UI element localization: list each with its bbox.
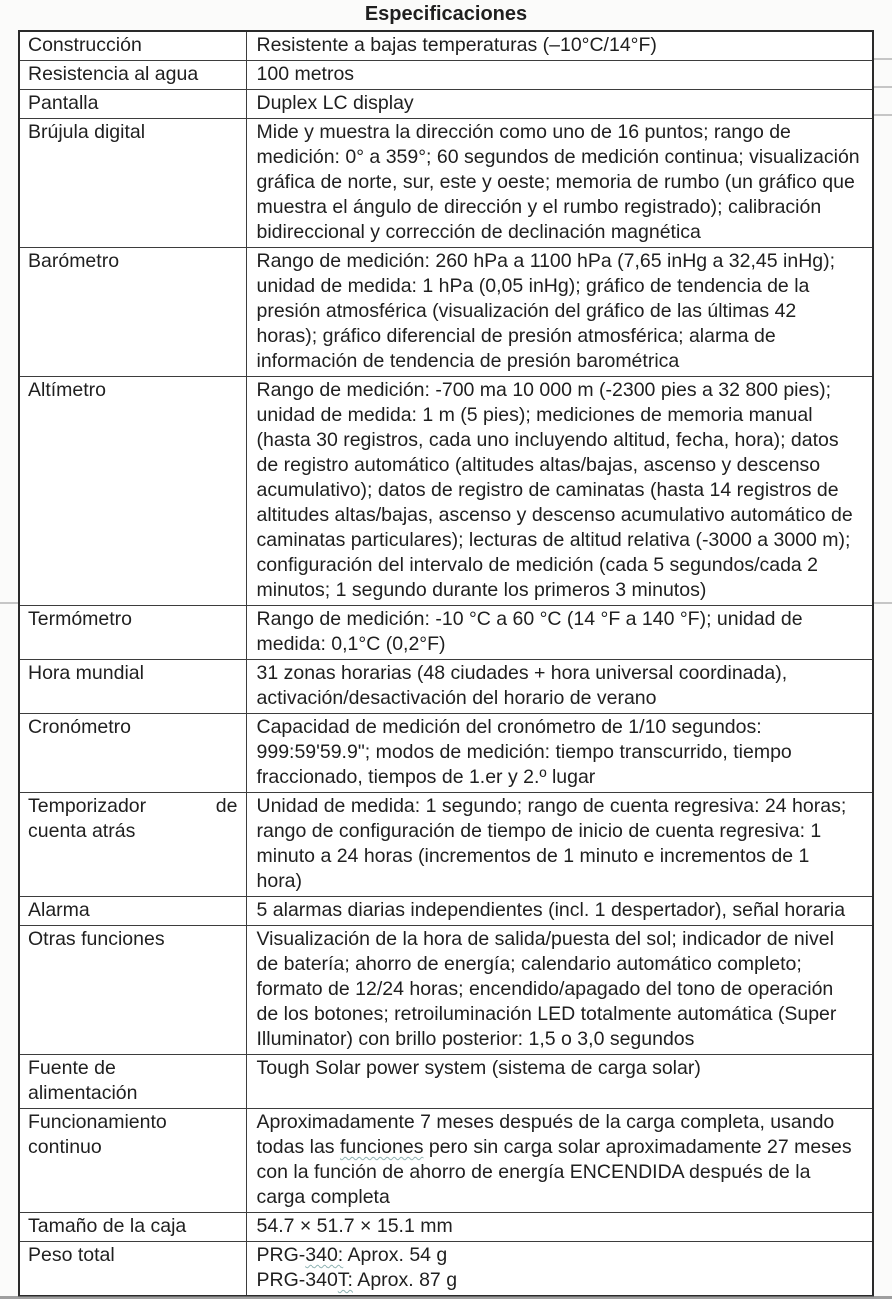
scan-artifact-line bbox=[874, 58, 892, 60]
value-line bbox=[257, 62, 861, 87]
spec-label-cell bbox=[19, 1055, 246, 1109]
spec-row bbox=[19, 1055, 873, 1109]
spec-value-cell bbox=[246, 1055, 873, 1109]
value-text: Mide y muestra la dirección como uno de 16 puntos; rango de medición: 0° a 359°; 60 segundos de medición continua; visualización gráfica de norte, sur, este y oeste; memoria de rumbo (un gráfico que muestra el ángulo de dirección y el rumbo registrado); calibración bidireccional y corrección de declinación magnética bbox=[256, 121, 860, 243]
value-text: Visualización de la hora de salida/puesta del sol; indicador de nivel de batería; ahorro de energía; calendario automático completo; formato de 12/24 horas; encendido/apagado del tono de operación de los botones; retroiluminación LED totalmente automática (Super Illuminator) con brillo posterior: 1,5 o 3,0 segundos bbox=[256, 928, 837, 1050]
spec-label-cell: Resistencia al agua bbox=[19, 61, 246, 90]
spec-label-line: Fuente de bbox=[28, 1057, 116, 1079]
value-line bbox=[257, 1110, 861, 1210]
page-title: Especificaciones bbox=[364, 3, 528, 25]
value-text: 5 alarmas diarias independientes (incl. 1 despertador), señal horaria bbox=[256, 899, 846, 921]
spec-label-cell: Pantalla bbox=[19, 90, 246, 119]
scan-artifact-line bbox=[874, 86, 892, 88]
spec-label-cell: Cronómetro bbox=[19, 714, 246, 793]
spec-row bbox=[19, 1213, 873, 1242]
value-text: Unidad de medida: 1 segundo; rango de cuenta regresiva: 24 horas; rango de configuración de tiempo de inicio de cuenta regresiva: 1 minuto a 24 horas (incrementos de 1 minuto e incrementos de 1 hora) bbox=[256, 795, 847, 892]
underlined-text: T: bbox=[337, 1269, 353, 1291]
spec-label-cell bbox=[19, 1109, 246, 1213]
value-line bbox=[257, 33, 861, 58]
spec-value-cell bbox=[246, 714, 873, 793]
spec-value-cell bbox=[246, 1109, 873, 1213]
value-line bbox=[257, 1268, 861, 1293]
spec-value-cell bbox=[246, 61, 873, 90]
spec-label-cell: Termómetro bbox=[19, 606, 246, 660]
scanned-spec-page bbox=[0, 3, 892, 1291]
spec-label-line: alimentación bbox=[28, 1082, 138, 1104]
spec-label-line: Funcionamiento bbox=[28, 1111, 167, 1133]
spec-row bbox=[19, 119, 873, 248]
value-line bbox=[257, 378, 861, 603]
value-line bbox=[257, 249, 861, 374]
spec-row bbox=[19, 1109, 873, 1213]
spec-row bbox=[19, 377, 873, 606]
spec-table-container bbox=[18, 30, 874, 1297]
value-text: Rango de medición: -10 °C a 60 °C (14 °F a 140 °F); unidad de medida: 0,1°C (0,2°F) bbox=[256, 608, 803, 655]
spec-label-line: cuenta atrás bbox=[28, 820, 136, 842]
spec-row bbox=[19, 660, 873, 714]
spec-label-cell: Hora mundial bbox=[19, 660, 246, 714]
spec-row bbox=[19, 61, 873, 90]
spec-value-cell bbox=[246, 1213, 873, 1242]
spec-label-cell: Peso total bbox=[19, 1242, 246, 1297]
spec-row bbox=[19, 897, 873, 926]
value-line bbox=[257, 607, 861, 657]
spec-row bbox=[19, 90, 873, 119]
value-line bbox=[257, 1056, 861, 1081]
value-text: Rango de medición: 260 hPa a 1100 hPa (7,65 inHg a 32,45 inHg); unidad de medida: 1 hPa (0,05 inHg); gráfico de tendencia de la presión atmosférica (visualización del gráfico de las últimas 42 horas); gráfico diferencial de presión atmosférica; alarma de información de tendencia de presión barométrica bbox=[256, 250, 836, 372]
value-text: Tough Solar power system (sistema de carga solar) bbox=[256, 1057, 701, 1079]
value-line bbox=[257, 715, 861, 790]
spec-label-cell: Alarma bbox=[19, 897, 246, 926]
value-text: 31 zonas horarias (48 ciudades + hora universal coordinada), activación/desactivación del horario de verano bbox=[256, 662, 788, 709]
spec-label-cell: Brújula digital bbox=[19, 119, 246, 248]
spec-table-body bbox=[19, 31, 873, 1296]
spec-label-cell: Barómetro bbox=[19, 248, 246, 377]
spec-value-cell bbox=[246, 606, 873, 660]
value-text: 54.7 × 51.7 × 15.1 mm bbox=[256, 1215, 453, 1237]
spec-label-cell: Construcción bbox=[19, 31, 246, 61]
spec-value-cell bbox=[246, 1242, 873, 1297]
value-line bbox=[257, 661, 861, 711]
spec-label-cell bbox=[19, 793, 246, 897]
value-line bbox=[257, 120, 861, 245]
spec-label-cell: Tamaño de la caja bbox=[19, 1213, 246, 1242]
spec-label-cell: Otras funciones bbox=[19, 926, 246, 1055]
value-text: Aproximadamente 7 meses después de la carga completa, usando todas las bbox=[256, 1111, 835, 1158]
value-text: 100 metros bbox=[256, 63, 355, 85]
spec-row bbox=[19, 714, 873, 793]
spec-row bbox=[19, 606, 873, 660]
spec-table bbox=[18, 30, 874, 1297]
spec-value-cell bbox=[246, 90, 873, 119]
value-line bbox=[257, 927, 861, 1052]
scan-artifact-line bbox=[874, 114, 892, 116]
spec-row bbox=[19, 1242, 873, 1297]
value-text: Duplex LC display bbox=[256, 92, 414, 114]
spec-row bbox=[19, 793, 873, 897]
spec-row bbox=[19, 248, 873, 377]
value-text: Aprox. 54 g bbox=[343, 1244, 448, 1266]
spec-label-cell: Altímetro bbox=[19, 377, 246, 606]
spec-value-cell bbox=[246, 897, 873, 926]
value-line bbox=[257, 1214, 861, 1239]
value-text: Rango de medición: -700 ma 10 000 m (-2300 pies a 32 800 pies); unidad de medida: 1 m (5 pies); mediciones de memoria manual (hasta 30 registros, cada uno incluyendo altitud, fecha, hora); datos de registro automático (altitudes altas/bajas, ascenso y descenso acumulativo); datos de registro de caminatas (hasta 14 registros de altitudes altas/bajas, ascenso y descenso acumulativo automático de caminatas particulares); lecturas de altitud relativa (-3000 a 3000 m); configuración del intervalo de medición (cada 5 segundos/cada 2 minutos; 1 segundo durante los primeros 3 minutos) bbox=[256, 379, 853, 601]
value-line bbox=[257, 898, 861, 923]
underlined-text: 340: bbox=[305, 1244, 344, 1266]
spec-value-cell bbox=[246, 377, 873, 606]
spec-label-line bbox=[28, 794, 238, 819]
value-text: PRG- bbox=[256, 1244, 306, 1266]
spec-row bbox=[19, 31, 873, 61]
underlined-text: funciones bbox=[339, 1136, 424, 1158]
value-line bbox=[257, 91, 861, 116]
value-text: Resistente a bajas temperaturas (–10°C/14°F) bbox=[256, 34, 657, 56]
spec-label-line: continuo bbox=[28, 1136, 102, 1158]
spec-value-cell bbox=[246, 660, 873, 714]
spec-label-text: de bbox=[215, 795, 238, 817]
spec-value-cell bbox=[246, 31, 873, 61]
spec-row bbox=[19, 926, 873, 1055]
spec-value-cell bbox=[246, 119, 873, 248]
value-text: pero sin carga solar aproximadamente 27 meses con la función de ahorro de energía ENCENDIDA después de la carga completa bbox=[256, 1136, 852, 1208]
spec-value-cell bbox=[246, 926, 873, 1055]
value-text: Aprox. 87 g bbox=[352, 1269, 458, 1291]
spec-value-cell bbox=[246, 248, 873, 377]
spec-label-text: Temporizador bbox=[28, 795, 147, 817]
value-line bbox=[257, 794, 861, 894]
spec-value-cell bbox=[246, 793, 873, 897]
value-line bbox=[257, 1243, 861, 1268]
value-text: Capacidad de medición del cronómetro de 1/10 segundos: 999:59'59.9"; modos de medición: tiempo transcurrido, tiempo fraccionado, tiempos de 1.er y 2.º lugar bbox=[256, 716, 792, 788]
value-text: PRG-340 bbox=[256, 1269, 338, 1291]
